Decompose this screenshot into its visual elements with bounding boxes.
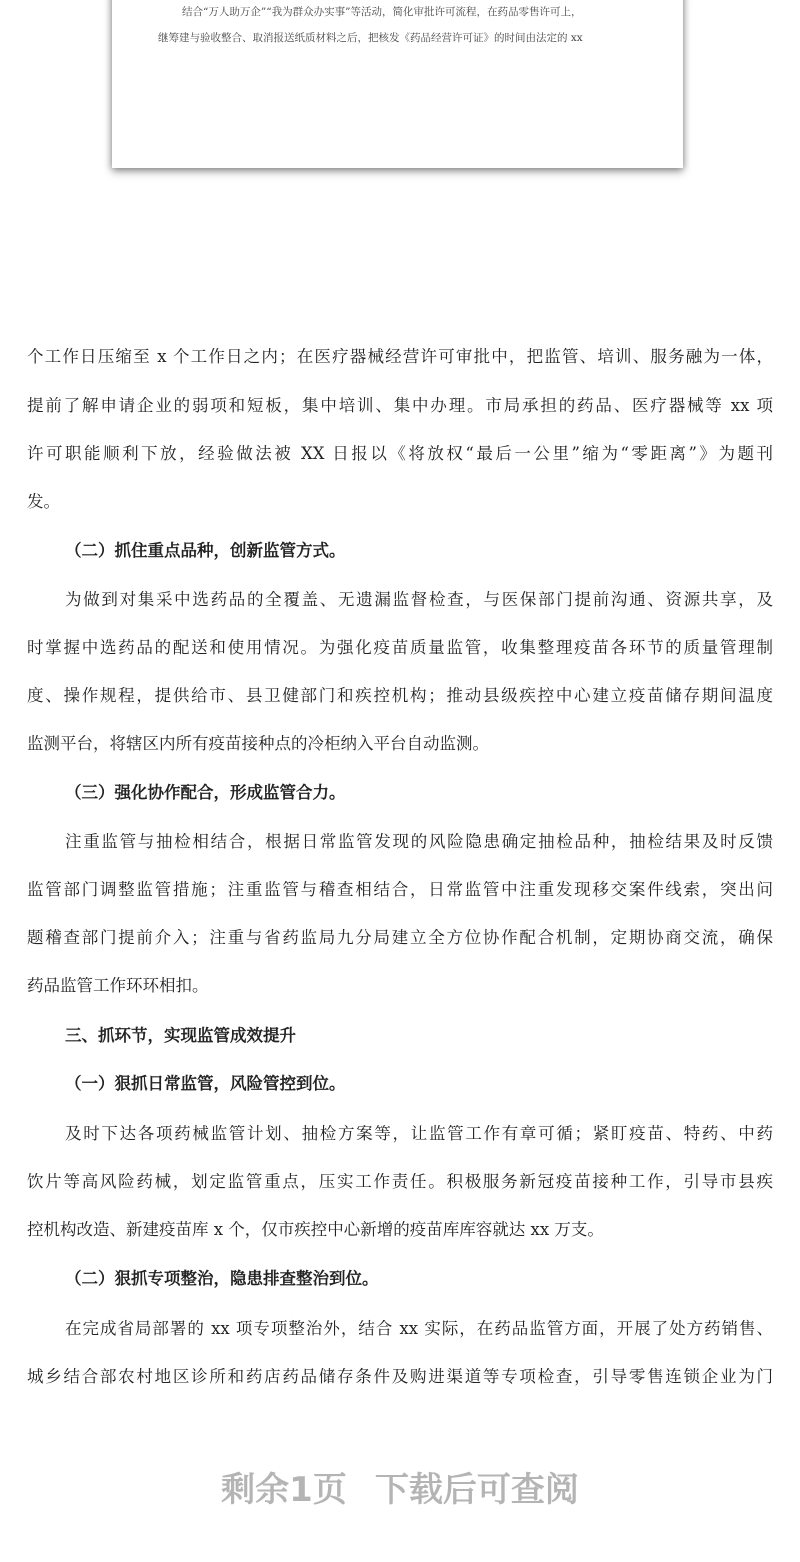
paragraph-line: 发。 (27, 492, 60, 511)
paragraph-line: 度、操作规程，提供给市、县卫健部门和疾控机构；推动县级疾控中心建立疫苗储存期间温度 (27, 686, 773, 705)
paragraph-line: 及时下达各项药械监管计划、抽检方案等，让监管工作有章可循；紧盯疫苗、特药、中药 (65, 1124, 773, 1143)
paragraph-line: 控机构改造、新建疫苗库 x 个，仅市疾控中心新增的疫苗库库容就达 xx 万支。 (27, 1220, 604, 1239)
paragraph-line: 在完成省局部署的 xx 项专项整治外，结合 xx 实际，在药品监管方面，开展了处方药销售、 (65, 1319, 773, 1338)
download-prompt[interactable] (0, 1462, 800, 1511)
preview-line: 结合“万人助万企”“我为群众办实事”等活动，简化审批许可流程，在药品零售许可上， (182, 6, 582, 18)
section-heading: （三）强化协作配合，形成监管合力。 (65, 783, 346, 802)
preview-line: 继筹建与验收整合、取消报送纸质材料之后，把核发《药品经营许可证》的时间由法定的 xx (158, 32, 583, 44)
paragraph-line: 为做到对集采中选药品的全覆盖、无遗漏监督检查，与医保部门提前沟通、资源共享，及 (65, 590, 773, 609)
paragraph-line: 题稽查部门提前介入；注重与省药监局九分局建立全方位协作配合机制，定期协商交流，确保 (27, 928, 773, 947)
paragraph-line: 注重监管与抽检相结合，根据日常监管发现的风险隐患确定抽检品种，抽检结果及时反馈 (65, 832, 773, 851)
paragraph-line: 许可职能顺利下放，经验做法被 XX 日报以《将放权“最后一公里”缩为“零距离”》为题刊 (27, 444, 773, 463)
paragraph-line: 提前了解申请企业的弱项和短板，集中培训、集中办理。市局承担的药品、医疗器械等 xx 项 (27, 396, 773, 415)
paragraph-line: 监管部门调整监管措施；注重监管与稽查相结合，日常监管中注重发现移交案件线索，突出问 (27, 880, 773, 899)
section-heading: （二）狠抓专项整治，隐患排查整治到位。 (65, 1269, 379, 1288)
paragraph-line: 药品监管工作环环相扣。 (27, 976, 209, 995)
download-to-view-label[interactable]: 下载后可查阅 (374, 1470, 579, 1510)
paragraph-line: 时掌握中选药品的配送和使用情况。为强化疫苗质量监管，收集整理疫苗各环节的质量管理制 (27, 638, 773, 657)
document-preview-card (112, 0, 683, 168)
paragraph-line: 城乡结合部农村地区诊所和药店药品储存条件及购进渠道等专项检查，引导零售连锁企业为门 (27, 1367, 773, 1386)
section-heading: （二）抓住重点品种，创新监管方式。 (65, 541, 346, 560)
paragraph-line: 个工作日压缩至 x 个工作日之内；在医疗器械经营许可审批中，把监管、培训、服务融为一体， (27, 347, 773, 366)
section-heading: 三、抓环节，实现监管成效提升 (65, 1026, 296, 1045)
remaining-pages-label: 剩余1页 (221, 1470, 347, 1510)
paragraph-line: 饮片等高风险药械，划定监管重点，压实工作责任。积极服务新冠疫苗接种工作，引导市县疾 (27, 1172, 773, 1191)
paragraph-line: 监测平台，将辖区内所有疫苗接种点的冷柜纳入平台自动监测。 (27, 734, 489, 753)
section-heading: （一）狠抓日常监管，风险管控到位。 (65, 1074, 346, 1093)
